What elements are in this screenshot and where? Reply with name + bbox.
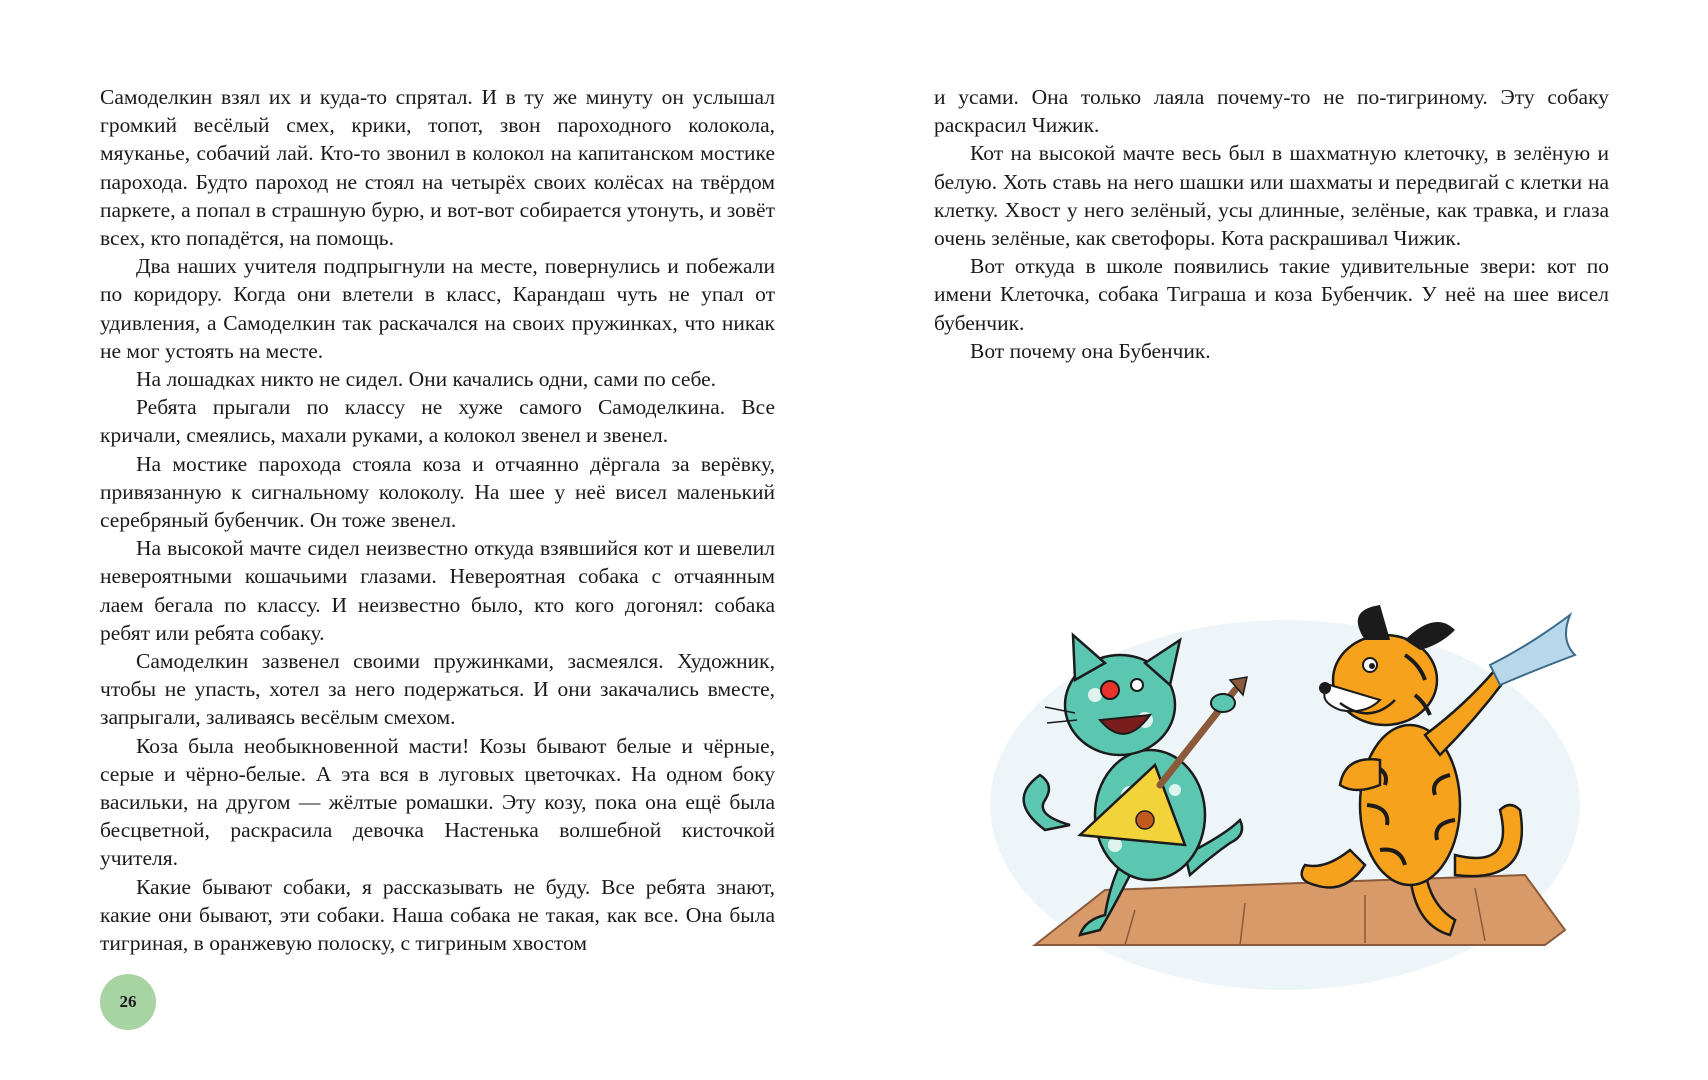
paragraph: На мостике парохода стояла коза и отчаянно дёргала за верёвку, привязанную к сигнальному колоколу. На шее у неё висел маленький серебряный бубенчик. Он тоже звенел.: [100, 451, 775, 533]
paragraph: Два наших учителя подпрыгнули на месте, повернулись и побежали по коридору. Когда они влетели в класс, Карандаш чуть не упал от удивления, а Самоделкин так раскачался на своих пружинках, что никак не мог устоять на месте.: [100, 254, 775, 363]
page-number: 26: [119, 992, 137, 1011]
paragraph: Вот почему она Бубенчик.: [970, 338, 1211, 363]
dog-ear: [1358, 605, 1390, 640]
paragraph: Самоделкин взял их и куда-то спрятал. И в ту же минуту он услышал громкий весёлый смех, крики, топот, звон пароходного колокола, мяуканье, собачий лай. Кто-то звонил в колокол на капитанском мостике парохода. Будто пароход не стоял на четырёх своих колёсах на твёрдом паркете, а попал в страшную бурю, и вот-вот собирается утонуть, и зовёт всех, кто попадётся, на помощь.: [100, 85, 775, 251]
paragraph: Ребята прыгали по классу не хуже самого Самоделкина. Все кричали, смеялись, махали руками, а колокол звенел и звенел.: [100, 395, 775, 448]
paragraph: На высокой мачте сидел неизвестно откуда взявшийся кот и шевелил невероятными кошачьими глазами. Невероятная собака с отчаянным лаем бегала по классу. И неизвестно было, кто кого догонял: собака ребят или ребята собаку.: [100, 536, 775, 645]
paragraph: Самоделкин зазвенел своими пружинками, засмеялся. Художник, чтобы не упасть, хотел за него подержаться. И они закачались вместе, запрыгали, заливаясь весёлым смехом.: [100, 649, 775, 730]
left-text-column: [100, 83, 775, 957]
paragraph: На лошадках никто не сидел. Они качались одни, сами по себе.: [136, 367, 717, 392]
paragraph: Коза была необыкновенной масти! Козы бывают белые и чёрные, серые и чёрно-белые. А эта вся в луговых цветочках. На одном боку васильки, на другом — жёлтые ромашки. Эту козу, пока она ещё была бесцветной, раскрасила девочка Настенька волшебной кисточкой учителя.: [100, 733, 775, 871]
page-number-badge: [100, 974, 156, 1030]
paragraph: Кот на высокой мачте весь был в шахматную клеточку, в зелёную и белую. Хоть ставь на него шашки или шахматы и передвигай с клетки на клетку. Хвост у него зелёный, усы длинные, зелёные, как травка, и глаза очень зелёные, как светофоры. Кота раскрашивал Чижик.: [934, 141, 1609, 251]
cat-eye: [1101, 681, 1119, 699]
illustration-cat-and-dog: [985, 585, 1585, 995]
dog-scarf: [1490, 615, 1575, 685]
dog-nose: [1319, 682, 1331, 694]
paragraph: и усами. Она только лаяла почему-то не по-тигриному. Эту собаку раскрасил Чижик.: [934, 85, 1609, 138]
paragraph: Вот откуда в школе появились такие удивительные звери: кот по имени Клеточка, собака Тиграша и коза Бубенчик. У неё на шее висел бубенчик.: [934, 254, 1609, 335]
right-text-column: [934, 83, 1609, 365]
paragraph: Какие бывают собаки, я рассказывать не буду. Все ребята знают, какие они бывают, эти собаки. Наша собака не такая, как все. Она была тигриная, в оранжевую полоску, с тигриным хвостом: [100, 874, 775, 956]
cat-eye: [1131, 679, 1143, 691]
cat-paw: [1211, 694, 1235, 712]
